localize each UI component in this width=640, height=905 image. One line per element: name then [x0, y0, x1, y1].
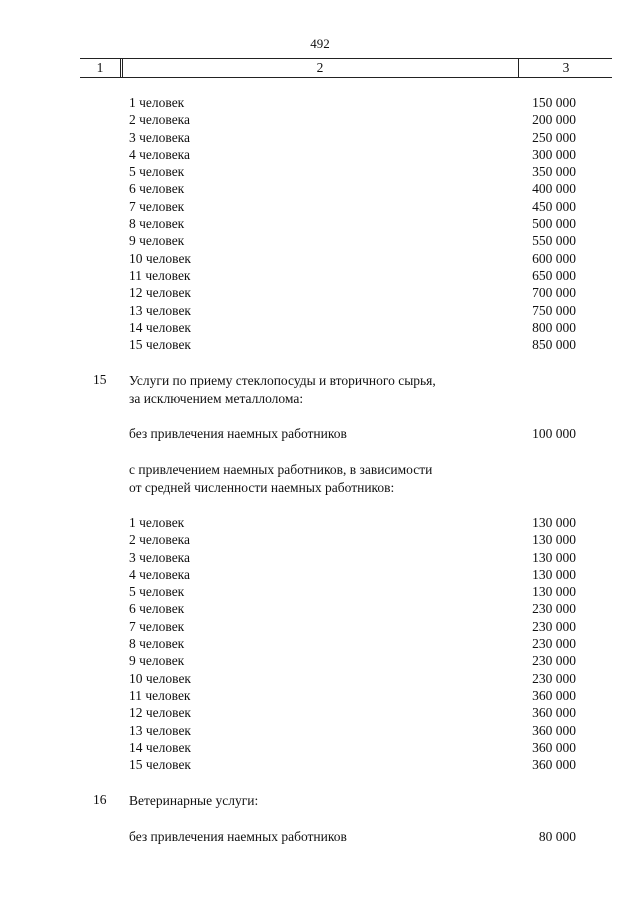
row-value: 600 000 [532, 250, 576, 266]
item-16-no-workers-row [0, 828, 640, 846]
row-label: 9 человек [129, 233, 185, 249]
row-value: 450 000 [532, 198, 576, 214]
row-label: 12 человек [129, 285, 191, 301]
item-15-with-workers-note [129, 461, 509, 496]
list-item [0, 722, 640, 739]
item-15-no-workers-row [0, 425, 640, 443]
page-number: 492 [310, 36, 330, 51]
row-label: 11 человек [129, 687, 191, 703]
row-value: 150 000 [532, 95, 576, 110]
row-value: 360 000 [532, 739, 576, 755]
row-label: 8 человек [129, 216, 185, 232]
list-item [0, 514, 640, 531]
row-value: 360 000 [532, 705, 576, 721]
item-title: Ветеринарные услуги: [129, 793, 259, 808]
row-label: 10 человек [129, 250, 191, 266]
list-item [0, 267, 640, 284]
list-item [0, 531, 640, 548]
list-item [0, 163, 640, 180]
row-label: без привлечения наемных работников [129, 829, 347, 844]
item-number: 16 [93, 792, 107, 807]
row-value: 700 000 [532, 285, 576, 301]
list-item [0, 129, 640, 146]
list-item [0, 618, 640, 635]
row-label: 2 человека [129, 112, 191, 128]
row-label: 2 человека [129, 532, 191, 548]
row-value: 130 000 [532, 515, 576, 530]
list-item [0, 704, 640, 721]
list-item [0, 94, 640, 111]
list-item [0, 146, 640, 163]
row-label: 7 человек [129, 198, 185, 214]
row-value: 80 000 [538, 829, 576, 844]
column-header-1: 1 [80, 59, 121, 77]
row-value: 300 000 [532, 146, 576, 162]
row-label: 10 человек [129, 670, 191, 686]
row-label: 4 человека [129, 566, 191, 582]
row-value: 500 000 [532, 216, 576, 232]
column-header-3: 3 [562, 60, 570, 75]
row-value: 130 000 [532, 549, 576, 565]
item-title-line-1: Услуги по приему стеклопосуды и вторичного сырья, [129, 373, 436, 388]
headcount-rate-list-15 [0, 514, 640, 773]
row-value: 230 000 [532, 601, 576, 617]
row-label: 6 человек [129, 601, 185, 617]
row-value: 750 000 [532, 302, 576, 318]
row-label: 8 человек [129, 636, 185, 652]
list-item [0, 250, 640, 267]
list-item [0, 180, 640, 197]
row-value: 360 000 [532, 687, 576, 703]
row-label: 7 человек [129, 618, 185, 634]
row-label: 5 человек [129, 164, 185, 180]
list-item [0, 739, 640, 756]
note-line-2: от средней численности наемных работников: [129, 479, 395, 495]
row-value: 400 000 [532, 181, 576, 197]
list-item [0, 284, 640, 301]
list-item [0, 111, 640, 128]
row-value: 550 000 [532, 233, 576, 249]
row-label: 4 человека [129, 146, 191, 162]
list-item [0, 336, 640, 353]
list-item [0, 198, 640, 215]
row-label: 5 человек [129, 584, 185, 600]
list-item [0, 600, 640, 617]
list-item [0, 319, 640, 336]
row-value: 360 000 [532, 722, 576, 738]
list-item [0, 635, 640, 652]
row-value: 250 000 [532, 129, 576, 145]
row-value: 650 000 [532, 267, 576, 283]
column-header-row [80, 58, 612, 78]
headcount-rate-list-a [0, 94, 640, 353]
row-value: 200 000 [532, 112, 576, 128]
row-value: 130 000 [532, 566, 576, 582]
row-value: 130 000 [532, 584, 576, 600]
row-label: 3 человека [129, 549, 191, 565]
row-label: без привлечения наемных работников [129, 426, 347, 441]
list-item [0, 652, 640, 669]
row-label: 1 человек [129, 95, 185, 110]
list-item [0, 215, 640, 232]
row-label: 14 человек [129, 739, 191, 755]
item-number: 15 [93, 372, 107, 387]
row-label: 1 человек [129, 515, 185, 530]
item-title-line-2: за исключением металлолома: [129, 390, 304, 406]
row-value: 230 000 [532, 670, 576, 686]
row-label: 3 человека [129, 129, 191, 145]
row-value: 230 000 [532, 653, 576, 669]
list-item [0, 232, 640, 249]
list-item [0, 566, 640, 583]
list-item [0, 583, 640, 600]
row-label: 15 человек [129, 757, 191, 773]
list-item [0, 756, 640, 773]
row-value: 230 000 [532, 636, 576, 652]
row-label: 11 человек [129, 267, 191, 283]
row-value: 800 000 [532, 319, 576, 335]
row-value: 850 000 [532, 337, 576, 353]
column-header-2: 2 [122, 59, 519, 77]
row-label: 12 человек [129, 705, 191, 721]
note-line-1: с привлечением наемных работников, в зависимости [129, 462, 433, 477]
list-item [0, 302, 640, 319]
row-label: 9 человек [129, 653, 185, 669]
row-label: 15 человек [129, 337, 191, 353]
item-title [129, 372, 529, 407]
row-label: 14 человек [129, 319, 191, 335]
row-label: 13 человек [129, 722, 191, 738]
list-item [0, 670, 640, 687]
row-value: 100 000 [532, 426, 576, 441]
list-item [0, 687, 640, 704]
row-label: 6 человек [129, 181, 185, 197]
list-item [0, 549, 640, 566]
row-value: 230 000 [532, 618, 576, 634]
row-value: 350 000 [532, 164, 576, 180]
row-value: 360 000 [532, 757, 576, 773]
row-value: 130 000 [532, 532, 576, 548]
row-label: 13 человек [129, 302, 191, 318]
